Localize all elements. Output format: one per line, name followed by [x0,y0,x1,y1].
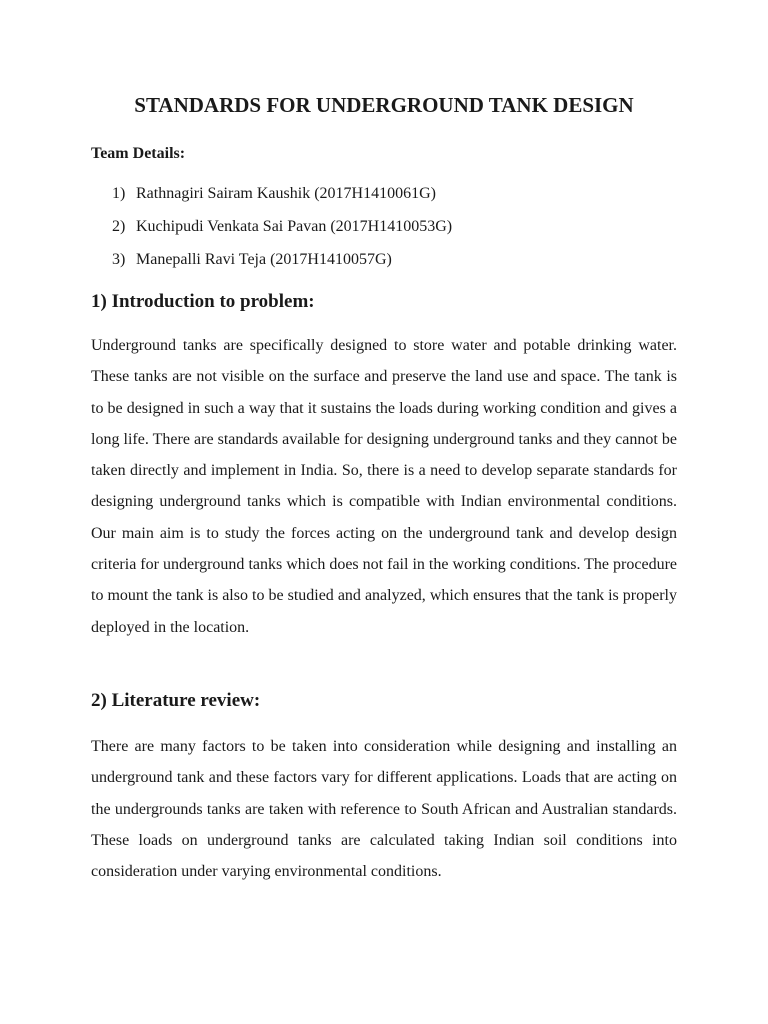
team-member-number: 2) [112,218,126,235]
team-member-number: 1) [112,185,126,202]
team-member-name: Kuchipudi Venkata Sai Pavan (2017H1410053G) [136,218,453,235]
document-title: STANDARDS FOR UNDERGROUND TANK DESIGN [134,93,634,117]
section-heading-introduction: 1) Introduction to problem: [91,291,315,312]
team-member-list [112,184,452,283]
team-details-heading: Team Details: [91,145,186,162]
team-member-item [112,217,452,237]
team-member-number: 3) [112,251,126,268]
team-member-item [112,250,452,270]
section-body-introduction: Underground tanks are specifically designed to store water and potable drinking water. These tanks are not visible on the surface and preserve the land use and space. The tank is to be designed in such a way that it sustains the loads during working condition and gives a long life. There are standards available for designing underground tanks and they cannot be taken directly and implement in India. So, there is a need to develop separate standards for designing underground tanks which is compatible with Indian environmental conditions. Our main aim is to study the forces acting on the underground tank and develop design criteria for underground tanks which does not fail in the working conditions. The procedure to mount the tank is also to be studied and analyzed, which ensures that the tank is properly deployed in the location. [91,337,677,636]
team-member-item [112,184,452,204]
section-heading-literature-review: 2) Literature review: [91,690,261,711]
team-member-name: Manepalli Ravi Teja (2017H1410057G) [136,251,392,268]
team-member-name: Rathnagiri Sairam Kaushik (2017H1410061G) [136,185,436,202]
section-body-literature-review: There are many factors to be taken into consideration while designing and installing an underground tank and these factors vary for different applications. Loads that are acting on the undergrounds tanks are taken with reference to South African and Australian standards. These loads on underground tanks are calculated taking Indian soil conditions into consideration under varying environmental conditions. [91,738,677,881]
